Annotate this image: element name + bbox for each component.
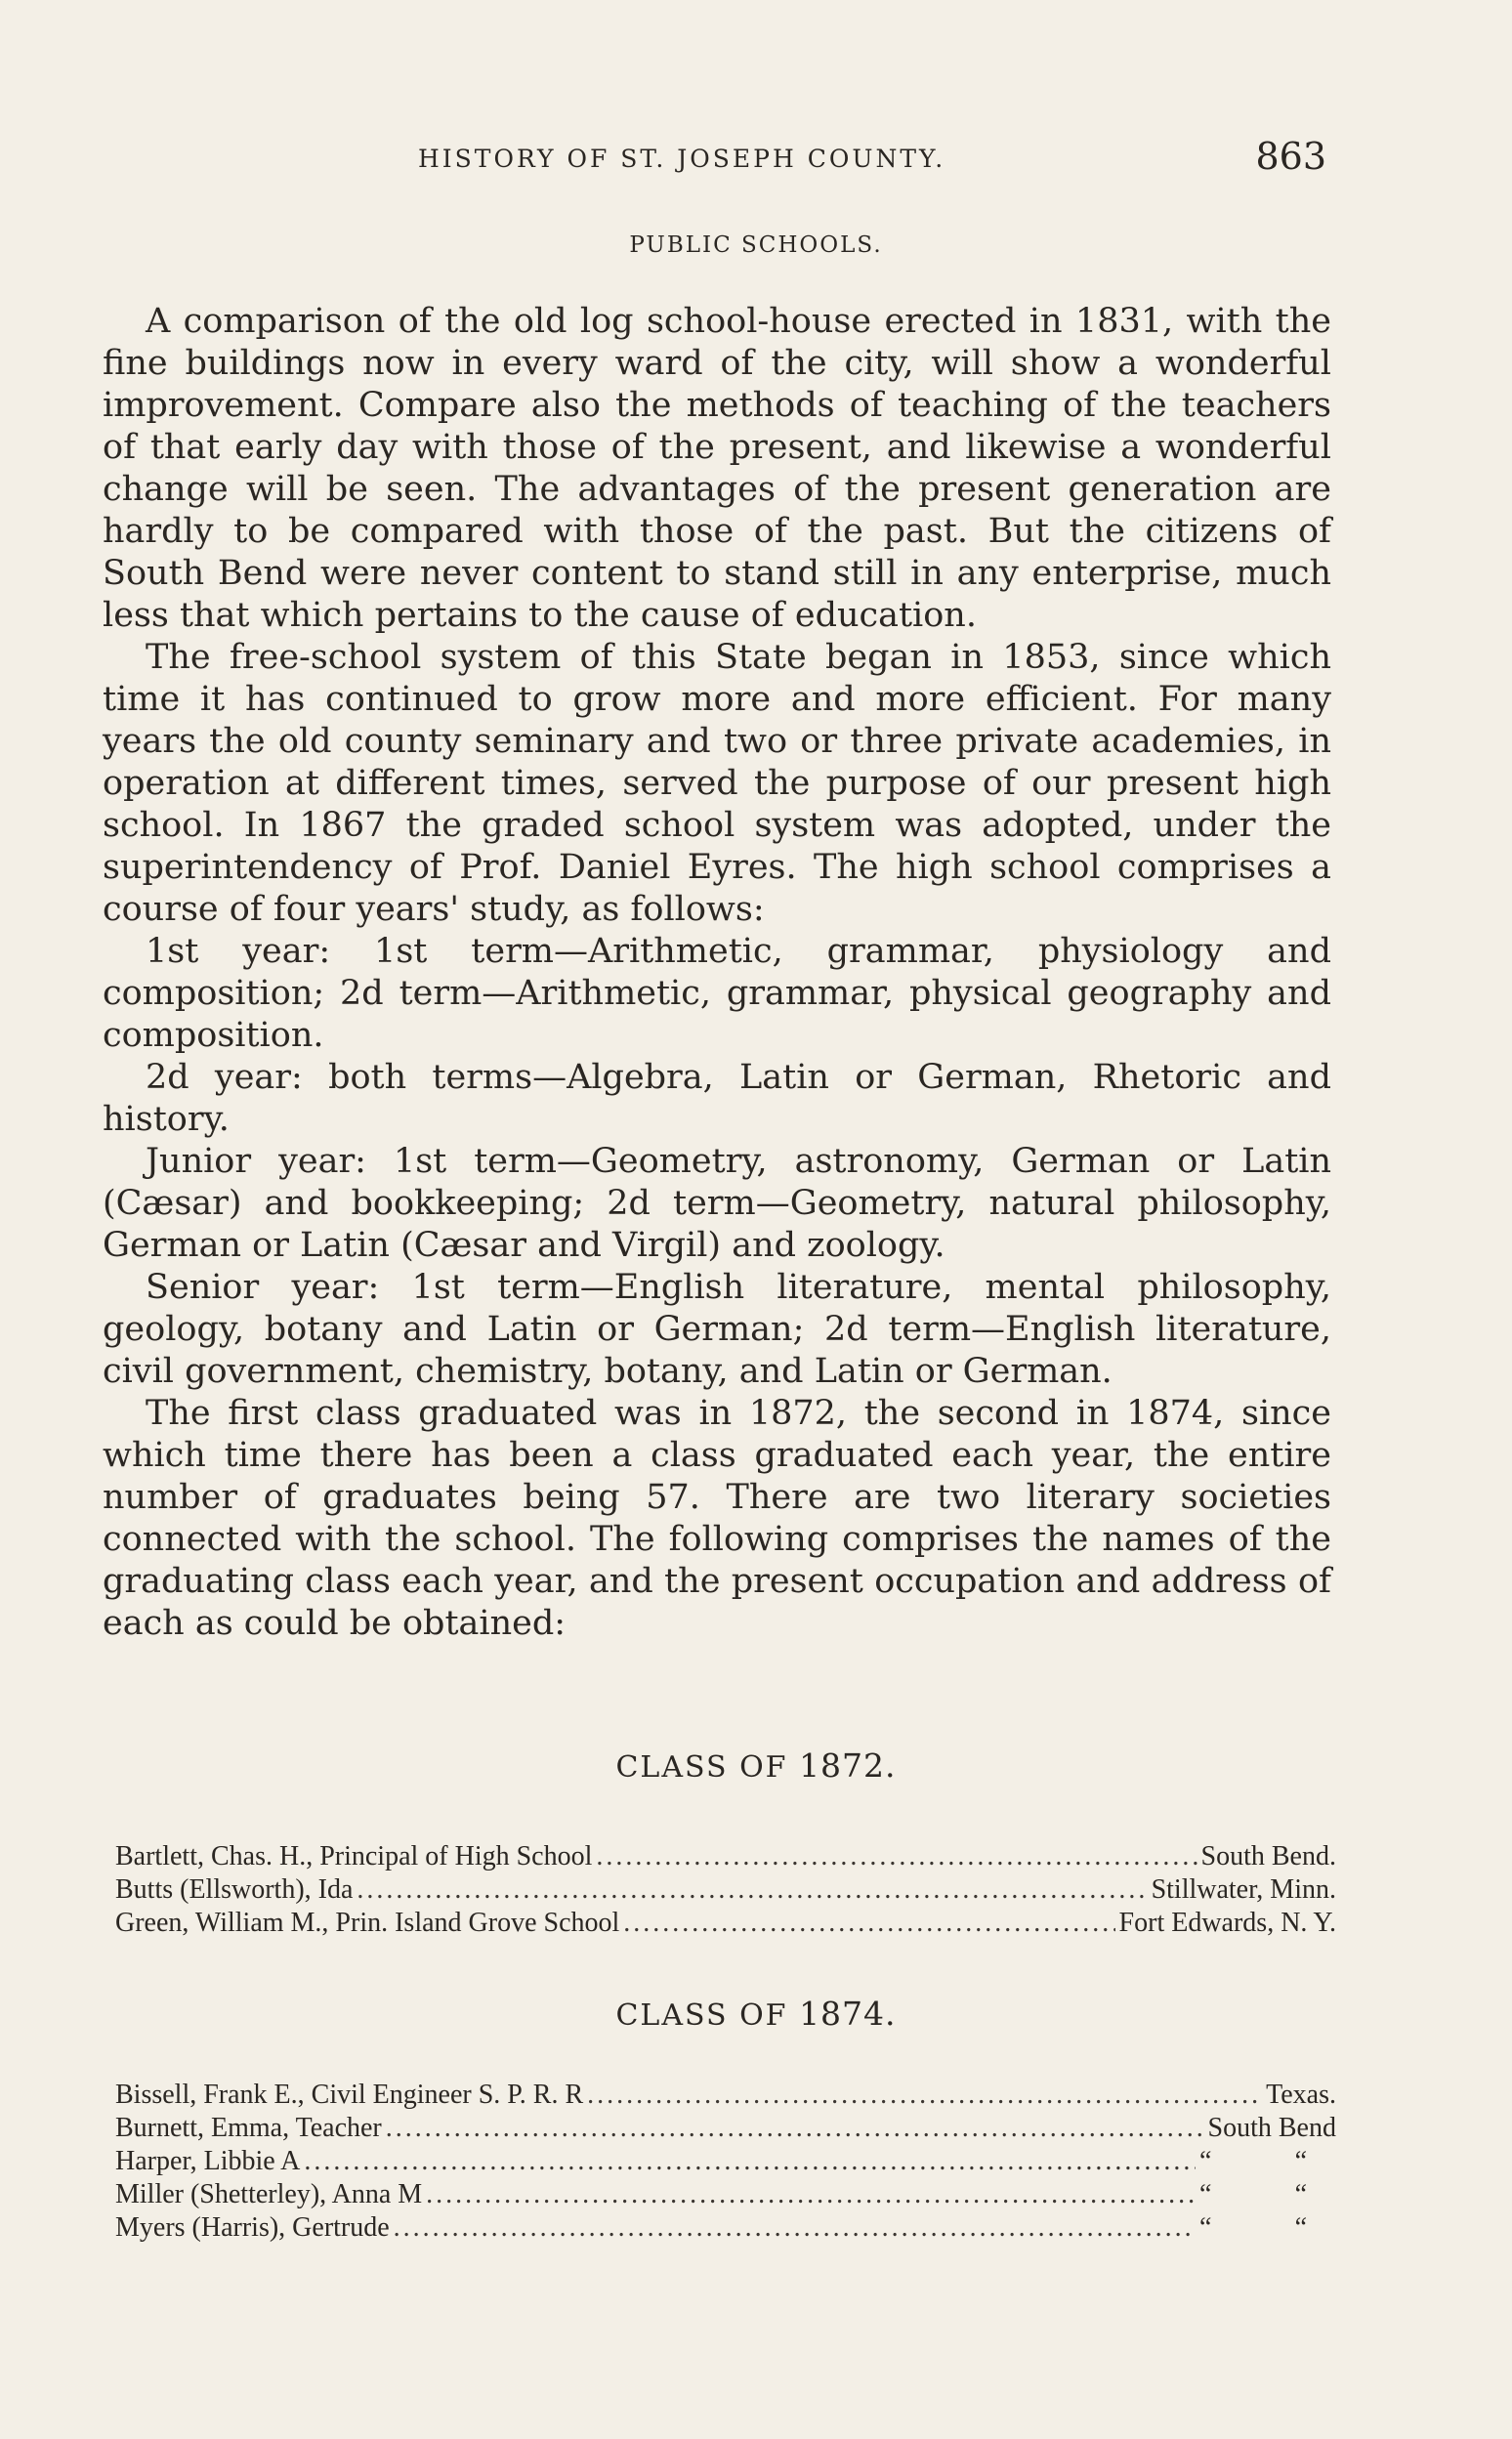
roster-row xyxy=(115,2112,1336,2145)
dot-leader xyxy=(623,1907,1114,1940)
running-head xyxy=(115,135,1326,184)
graduate-name: Burnett, Emma, Teacher xyxy=(115,2113,382,2143)
ditto-mark: “ xyxy=(1294,2179,1307,2209)
roster-1874 xyxy=(115,2079,1336,2245)
ditto-mark: “ xyxy=(1199,2212,1212,2243)
graduate-name: Bissell, Frank E., Civil Engineer S. P. R. R xyxy=(115,2080,584,2110)
graduate-name: Butts (Ellsworth), Ida xyxy=(115,1874,354,1905)
ditto-marks xyxy=(1199,2178,1336,2211)
graduate-address: Texas. xyxy=(1266,2080,1336,2110)
page-number: 863 xyxy=(1255,135,1326,178)
roster-row xyxy=(115,1907,1336,1940)
graduate-address: Fort Edwards, N. Y. xyxy=(1118,1908,1336,1938)
ditto-mark: “ xyxy=(1294,2146,1307,2176)
class-heading-year: 1874. xyxy=(799,1995,897,2033)
ditto-marks xyxy=(1199,2145,1336,2178)
class-heading-prefix: CLASS OF xyxy=(615,1998,788,2033)
ditto-mark: “ xyxy=(1199,2146,1212,2176)
graduate-address: South Bend. xyxy=(1200,1841,1336,1871)
roster-row xyxy=(115,2079,1336,2112)
class-heading-1872 xyxy=(0,1746,1512,1785)
dot-leader xyxy=(587,2079,1262,2112)
paragraph: Junior year: 1st term—Geometry, astronomy, German or Latin (Cæsar) and bookkeeping; 2d term—Geometry, natural philosophy, German or Latin (Cæsar and Virgil) and zoology. xyxy=(103,1142,1331,1265)
roster-row xyxy=(115,1840,1336,1873)
graduate-name: Harper, Libbie A xyxy=(115,2146,301,2176)
graduate-name: Miller (Shetterley), Anna M xyxy=(115,2179,423,2209)
running-title: HISTORY OF ST. JOSEPH COUNTY. xyxy=(418,145,946,173)
graduate-name: Green, William M., Prin. Island Grove School xyxy=(115,1908,620,1938)
class-heading-year: 1872. xyxy=(799,1746,897,1785)
dot-leader xyxy=(394,2211,1196,2245)
class-heading-prefix: CLASS OF xyxy=(615,1750,788,1785)
body-text xyxy=(103,301,1331,1645)
roster-row xyxy=(115,2211,1336,2245)
ditto-marks xyxy=(1199,2211,1336,2245)
dot-leader xyxy=(596,1840,1197,1873)
paragraph: The free-school system of this State began in 1853, since which time it has continued to grow more and more efficient. For many years the old county seminary and two or three private academies, in operation at different times, served the purpose of our present high school. In 1867 the graded school system was adopted, under the superintendency of Prof. Daniel Eyres. The high school comprises a course of four years' study, as follows: xyxy=(103,638,1331,929)
ditto-mark: “ xyxy=(1199,2179,1212,2209)
roster-row xyxy=(115,1873,1336,1907)
paragraph: 2d year: both terms—Algebra, Latin or German, Rhetoric and history. xyxy=(103,1058,1331,1139)
roster-row xyxy=(115,2178,1336,2211)
section-heading: PUBLIC SCHOOLS. xyxy=(629,232,883,258)
roster-row xyxy=(115,2145,1336,2178)
graduate-name: Myers (Harris), Gertrude xyxy=(115,2212,390,2243)
dot-leader xyxy=(357,1873,1147,1907)
class-heading-1874 xyxy=(0,1995,1512,2033)
paragraph: The first class graduated was in 1872, the second in 1874, since which time there has been a class graduated each year, the entire number of graduates being 57. There are two literary societies connected with the school. The following comprises the names of the graduating class each year, and the present occupation and address of each as could be obtained: xyxy=(103,1394,1331,1643)
graduate-name: Bartlett, Chas. H., Principal of High School xyxy=(115,1841,593,1871)
paragraph: A comparison of the old log school-house erected in 1831, with the fine buildings now in every ward of the city, will show a wonderful improvement. Compare also the methods of teaching of the teachers of that early day with those of the present, and likewise a wonderful change will be seen. The advantages of the present generation are hardly to be compared with those of the past. But the citizens of South Bend were never content to stand still in any enterprise, much less that which pertains to the cause of education. xyxy=(103,302,1331,635)
dot-leader xyxy=(426,2178,1196,2211)
graduate-address: South Bend xyxy=(1207,2113,1336,2143)
graduate-address: Stillwater, Minn. xyxy=(1151,1874,1336,1905)
dot-leader xyxy=(304,2145,1196,2178)
paragraph: Senior year: 1st term—English literature, mental philosophy, geology, botany and Latin or German; 2d term—English literature, civil government, chemistry, botany, and Latin or German. xyxy=(103,1268,1331,1391)
roster-1872 xyxy=(115,1840,1336,1940)
dot-leader xyxy=(386,2112,1204,2145)
paragraph: 1st year: 1st term—Arithmetic, grammar, physiology and composition; 2d term—Arithmetic, grammar, physical geography and composition. xyxy=(103,932,1331,1055)
ditto-mark: “ xyxy=(1294,2212,1307,2243)
